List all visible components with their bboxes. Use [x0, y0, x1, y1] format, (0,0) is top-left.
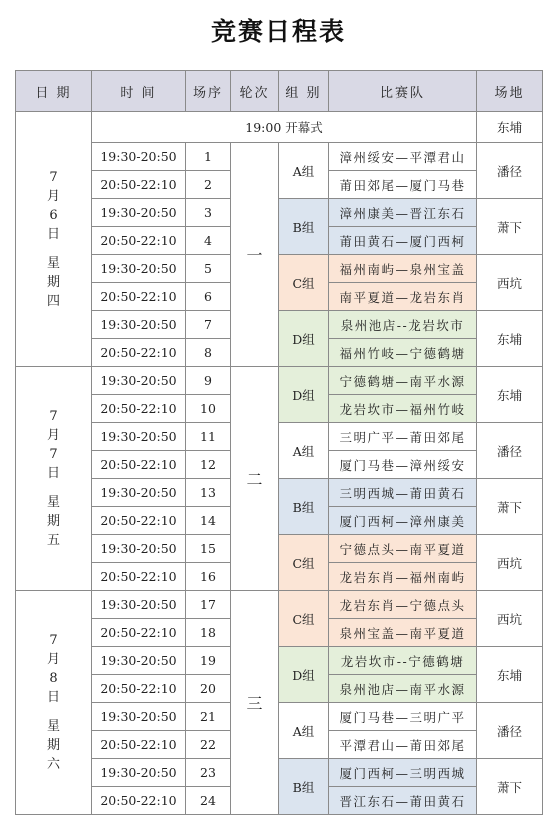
match-teams: 厦门西柯—漳州康美	[329, 507, 477, 535]
match-seq: 13	[186, 479, 231, 507]
round-cell: 三	[231, 591, 279, 815]
header-row	[16, 71, 543, 112]
match-time: 19:30-20:50	[92, 591, 186, 619]
match-seq: 2	[186, 171, 231, 199]
weekday-char: 期	[46, 738, 60, 753]
table-row	[16, 535, 543, 563]
match-time: 20:50-22:10	[92, 339, 186, 367]
match-teams: 漳州绥安—平潭君山	[329, 143, 477, 171]
date-char: 日	[46, 226, 60, 242]
match-teams: 厦门西柯—三明西城	[329, 759, 477, 787]
match-time: 19:30-20:50	[92, 199, 186, 227]
match-time: 19:30-20:50	[92, 759, 186, 787]
date-char: 6	[49, 207, 58, 223]
group-cell: D组	[279, 647, 329, 703]
date-gap	[16, 707, 91, 717]
match-teams: 南平夏道—龙岩东肖	[329, 283, 477, 311]
match-teams: 三明西城—莆田黄石	[329, 479, 477, 507]
match-time: 20:50-22:10	[92, 507, 186, 535]
group-cell: A组	[279, 703, 329, 759]
round-cell: 一	[231, 143, 279, 367]
match-seq: 10	[186, 395, 231, 423]
match-seq: 11	[186, 423, 231, 451]
group-cell: B组	[279, 759, 329, 815]
match-teams: 宁德点头—南平夏道	[329, 535, 477, 563]
match-time: 19:30-20:50	[92, 423, 186, 451]
match-time: 20:50-22:10	[92, 563, 186, 591]
group-cell: D组	[279, 311, 329, 367]
round-cell: 二	[231, 367, 279, 591]
match-seq: 22	[186, 731, 231, 759]
venue-cell: 东埔	[477, 367, 543, 423]
match-time: 20:50-22:10	[92, 731, 186, 759]
venue-cell: 东埔	[477, 647, 543, 703]
match-time: 20:50-22:10	[92, 787, 186, 815]
opening-venue: 东埔	[477, 112, 543, 143]
match-teams: 龙岩坎市--宁德鹤塘	[329, 647, 477, 675]
match-teams: 晋江东石—莆田黄石	[329, 787, 477, 815]
table-row	[16, 591, 543, 619]
header-teams: 比赛队	[329, 71, 477, 112]
date-char: 7	[49, 447, 58, 462]
match-time: 20:50-22:10	[92, 619, 186, 647]
weekday-char: 四	[46, 293, 60, 309]
venue-cell: 东埔	[477, 311, 543, 367]
match-seq: 24	[186, 787, 231, 815]
header-group: 组 别	[279, 71, 329, 112]
group-cell: A组	[279, 143, 329, 199]
match-seq: 3	[186, 199, 231, 227]
table-row	[16, 311, 543, 339]
weekday-char: 期	[46, 274, 60, 290]
venue-cell: 西坑	[477, 255, 543, 311]
match-teams: 厦门马巷—三明广平	[329, 703, 477, 731]
opening-row	[16, 112, 543, 143]
match-seq: 21	[186, 703, 231, 731]
date-char: 7	[49, 409, 58, 424]
match-teams: 福州南屿—泉州宝盖	[329, 255, 477, 283]
table-row	[16, 255, 543, 283]
date-char: 日	[46, 690, 60, 705]
match-seq: 16	[186, 563, 231, 591]
group-cell: B组	[279, 199, 329, 255]
group-cell: D组	[279, 367, 329, 423]
match-teams: 莆田黄石—厦门西柯	[329, 227, 477, 255]
venue-cell: 潘径	[477, 703, 543, 759]
match-time: 20:50-22:10	[92, 395, 186, 423]
date-cell	[16, 367, 92, 591]
match-time: 20:50-22:10	[92, 283, 186, 311]
match-time: 20:50-22:10	[92, 171, 186, 199]
match-teams: 龙岩东肖—宁德点头	[329, 591, 477, 619]
match-teams: 莆田郊尾—厦门马巷	[329, 171, 477, 199]
header-round: 轮次	[231, 71, 279, 112]
match-time: 19:30-20:50	[92, 535, 186, 563]
venue-cell: 萧下	[477, 479, 543, 535]
match-teams: 宁德鹤塘—南平水源	[329, 367, 477, 395]
match-time: 19:30-20:50	[92, 367, 186, 395]
weekday-char: 六	[46, 757, 60, 772]
group-cell: C组	[279, 535, 329, 591]
match-teams: 三明广平—莆田郊尾	[329, 423, 477, 451]
venue-cell: 西坑	[477, 591, 543, 647]
opening-ceremony: 19:00 开幕式	[92, 112, 477, 143]
match-time: 19:30-20:50	[92, 311, 186, 339]
table-row	[16, 199, 543, 227]
date-char: 8	[49, 671, 58, 686]
header-date: 日 期	[16, 71, 92, 112]
table-row	[16, 143, 543, 171]
group-cell: B组	[279, 479, 329, 535]
match-seq: 20	[186, 675, 231, 703]
header-venue: 场地	[477, 71, 543, 112]
date-char: 7	[49, 169, 58, 185]
page-title: 竞赛日程表	[210, 17, 346, 46]
match-time: 19:30-20:50	[92, 143, 186, 171]
match-time: 19:30-20:50	[92, 479, 186, 507]
match-time: 20:50-22:10	[92, 227, 186, 255]
match-seq: 18	[186, 619, 231, 647]
header-seq: 场序	[186, 71, 231, 112]
venue-cell: 西坑	[477, 535, 543, 591]
match-seq: 5	[186, 255, 231, 283]
table-row	[16, 479, 543, 507]
match-teams: 厦门马巷—漳州绥安	[329, 451, 477, 479]
match-teams: 泉州池店—南平水源	[329, 675, 477, 703]
venue-cell: 潘径	[477, 143, 543, 199]
group-cell: A组	[279, 423, 329, 479]
match-time: 19:30-20:50	[92, 255, 186, 283]
match-seq: 7	[186, 311, 231, 339]
date-cell	[16, 591, 92, 815]
weekday-char: 星	[46, 255, 60, 271]
match-time: 19:30-20:50	[92, 703, 186, 731]
match-teams: 平潭君山—莆田郊尾	[329, 731, 477, 759]
header-time: 时 间	[92, 71, 186, 112]
weekday-char: 星	[46, 495, 60, 510]
match-time: 20:50-22:10	[92, 675, 186, 703]
match-seq: 8	[186, 339, 231, 367]
date-gap	[16, 244, 91, 254]
match-seq: 19	[186, 647, 231, 675]
match-teams: 泉州宝盖—南平夏道	[329, 619, 477, 647]
table-row	[16, 759, 543, 787]
match-seq: 17	[186, 591, 231, 619]
table-row	[16, 647, 543, 675]
match-seq: 1	[186, 143, 231, 171]
match-teams: 龙岩坎市—福州竹岐	[329, 395, 477, 423]
match-teams: 漳州康美—晋江东石	[329, 199, 477, 227]
group-cell: C组	[279, 255, 329, 311]
match-seq: 12	[186, 451, 231, 479]
group-cell: C组	[279, 591, 329, 647]
venue-cell: 萧下	[477, 199, 543, 255]
match-teams: 福州竹岐—宁德鹤塘	[329, 339, 477, 367]
date-gap	[16, 483, 91, 493]
venue-cell: 潘径	[477, 423, 543, 479]
match-teams: 泉州池店--龙岩坎市	[329, 311, 477, 339]
match-seq: 6	[186, 283, 231, 311]
weekday-char: 期	[46, 514, 60, 529]
weekday-char: 五	[46, 533, 60, 548]
match-teams: 龙岩东肖—福州南屿	[329, 563, 477, 591]
date-cell	[16, 112, 92, 367]
date-char: 7	[49, 633, 58, 648]
table-row	[16, 367, 543, 395]
date-char: 月	[46, 652, 60, 667]
match-time: 19:30-20:50	[92, 647, 186, 675]
table-row	[16, 423, 543, 451]
weekday-char: 星	[46, 719, 60, 734]
match-seq: 23	[186, 759, 231, 787]
match-time: 20:50-22:10	[92, 451, 186, 479]
match-seq: 15	[186, 535, 231, 563]
date-char: 日	[46, 466, 60, 481]
table-row	[16, 703, 543, 731]
schedule-table	[15, 70, 543, 815]
match-seq: 9	[186, 367, 231, 395]
match-seq: 4	[186, 227, 231, 255]
date-char: 月	[46, 428, 60, 443]
match-seq: 14	[186, 507, 231, 535]
date-char: 月	[46, 188, 60, 204]
venue-cell: 萧下	[477, 759, 543, 815]
